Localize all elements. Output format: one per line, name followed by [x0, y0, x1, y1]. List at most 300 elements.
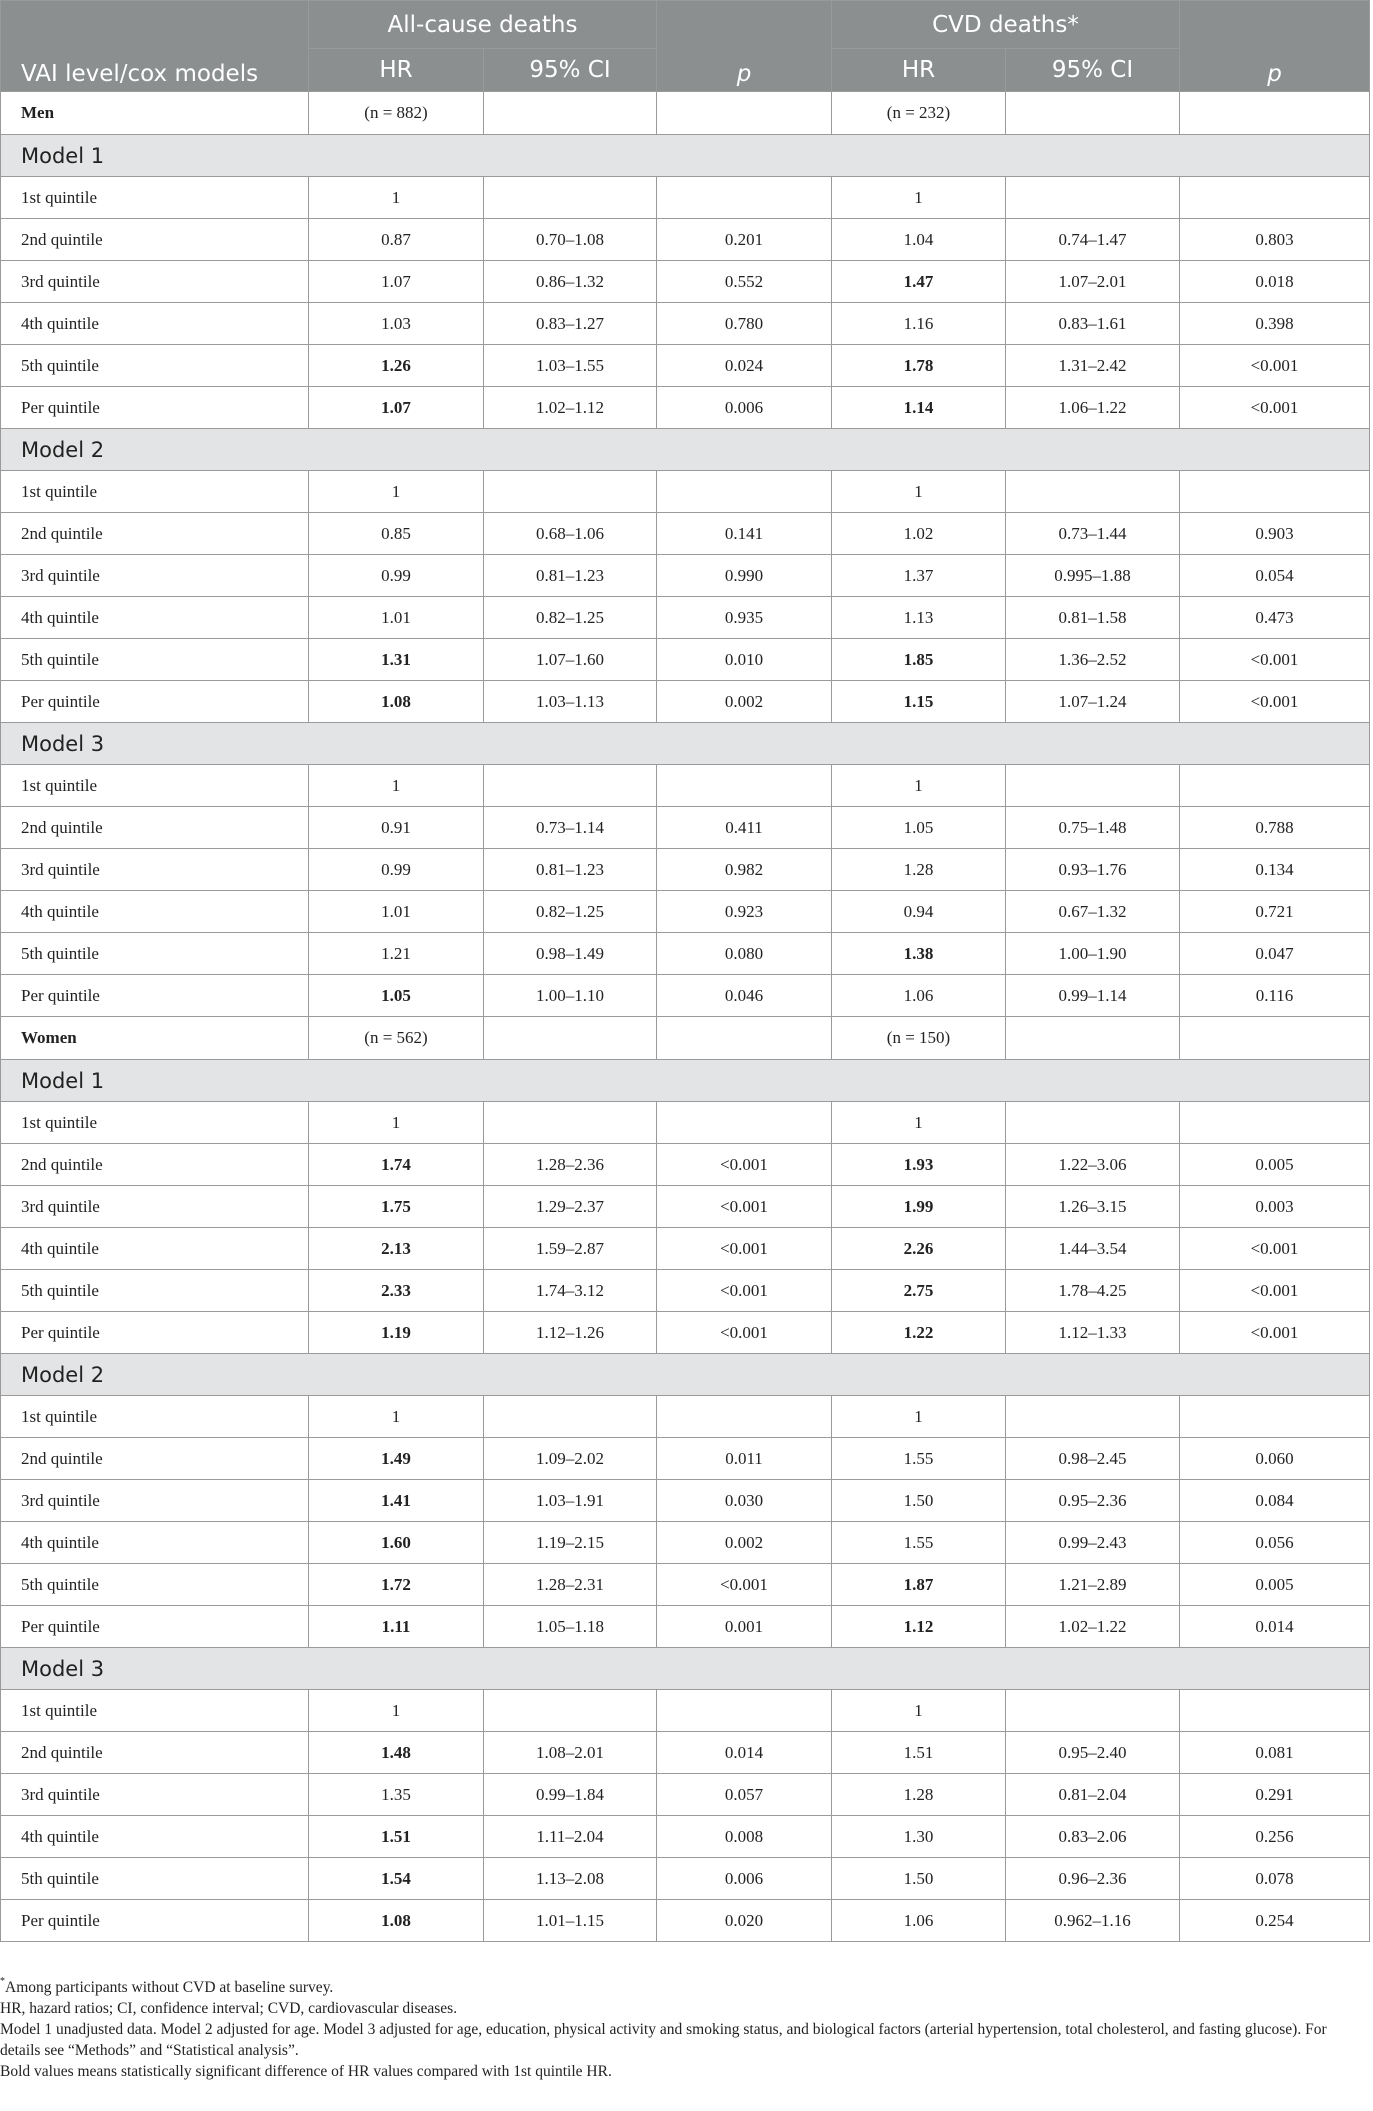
ci-cvd: 0.96–2.36: [1006, 1858, 1180, 1900]
ci-cvd: [1006, 1102, 1180, 1144]
hr-cvd: 1.12: [832, 1606, 1006, 1648]
ci-all-cause: 1.19–2.15: [484, 1522, 657, 1564]
p-cvd: 0.014: [1180, 1606, 1370, 1648]
hr-cvd: 1.37: [832, 555, 1006, 597]
ci-all-cause: [484, 177, 657, 219]
p-all-cause: 0.935: [657, 597, 832, 639]
quintile-label: 3rd quintile: [1, 555, 309, 597]
ci-cvd: 1.26–3.15: [1006, 1186, 1180, 1228]
p-all-cause: 0.923: [657, 891, 832, 933]
model-label: Model 1: [1, 135, 1370, 177]
ci-cvd: 1.36–2.52: [1006, 639, 1180, 681]
p-all-cause: 0.024: [657, 345, 832, 387]
ci-all-cause: 0.68–1.06: [484, 513, 657, 555]
quintile-label: 5th quintile: [1, 1564, 309, 1606]
ci-all-cause: 0.81–1.23: [484, 555, 657, 597]
p-all-cause: 0.001: [657, 1606, 832, 1648]
ci-cvd: [1006, 765, 1180, 807]
footnote-bold: Bold values means statistically significant difference of HR values compared with 1st quintile HR.: [0, 2063, 612, 2080]
hr-cvd: 1.05: [832, 807, 1006, 849]
quintile-label: Per quintile: [1, 1312, 309, 1354]
p-all-cause: [657, 177, 832, 219]
p-all-cause: <0.001: [657, 1270, 832, 1312]
table-row: [1, 765, 1370, 807]
p-all-cause: <0.001: [657, 1186, 832, 1228]
ci-cvd: 1.00–1.90: [1006, 933, 1180, 975]
table-row: [1, 849, 1370, 891]
p-cvd: 0.788: [1180, 807, 1370, 849]
model-label: Model 3: [1, 1648, 1370, 1690]
ci-cvd: [1006, 1396, 1180, 1438]
hr-all-cause: 1.41: [309, 1480, 484, 1522]
p-cvd: 0.018: [1180, 261, 1370, 303]
hr-all-cause: 1.05: [309, 975, 484, 1017]
table-row: [1, 1690, 1370, 1732]
hr-all-cause: 1.21: [309, 933, 484, 975]
hr-all-cause: 0.99: [309, 555, 484, 597]
p-all-cause: 0.030: [657, 1480, 832, 1522]
footnote-abbreviations: HR, hazard ratios; CI, confidence interval; CVD, cardiovascular diseases.: [0, 2000, 458, 2017]
ci-cvd: 0.83–2.06: [1006, 1816, 1180, 1858]
quintile-label: 1st quintile: [1, 1690, 309, 1732]
quintile-label: 3rd quintile: [1, 1480, 309, 1522]
p-cvd: 0.116: [1180, 975, 1370, 1017]
group-row-women: [1, 1017, 1370, 1060]
model-header-row: [1, 1648, 1370, 1690]
p-cvd: 0.056: [1180, 1522, 1370, 1564]
quintile-label: 5th quintile: [1, 1858, 309, 1900]
table-row: [1, 1522, 1370, 1564]
ci-cvd: 0.995–1.88: [1006, 555, 1180, 597]
empty-cell: [1180, 92, 1370, 135]
hr-cvd: 1.99: [832, 1186, 1006, 1228]
table-row: [1, 1900, 1370, 1942]
ci-all-cause: 1.01–1.15: [484, 1900, 657, 1942]
table-row: [1, 261, 1370, 303]
model-label: Model 2: [1, 429, 1370, 471]
ci-all-cause: 1.12–1.26: [484, 1312, 657, 1354]
hr-all-cause: 1.75: [309, 1186, 484, 1228]
p-cvd: 0.291: [1180, 1774, 1370, 1816]
p-cvd: 0.078: [1180, 1858, 1370, 1900]
model-label: Model 3: [1, 723, 1370, 765]
hr-cvd: 1.38: [832, 933, 1006, 975]
p-cvd: <0.001: [1180, 387, 1370, 429]
hr-all-cause: 1.07: [309, 387, 484, 429]
p-all-cause: 0.552: [657, 261, 832, 303]
table-row: [1, 555, 1370, 597]
p-all-cause: 0.201: [657, 219, 832, 261]
hr-cvd: 1.30: [832, 1816, 1006, 1858]
header-cvd-deaths: CVD deaths*: [832, 1, 1180, 49]
hr-cvd: 1.93: [832, 1144, 1006, 1186]
p-cvd: 0.803: [1180, 219, 1370, 261]
quintile-label: 1st quintile: [1, 1102, 309, 1144]
p-all-cause: [657, 765, 832, 807]
hr-cvd: 1: [832, 1690, 1006, 1732]
ci-all-cause: 0.70–1.08: [484, 219, 657, 261]
p-all-cause: [657, 1102, 832, 1144]
ci-cvd: 0.74–1.47: [1006, 219, 1180, 261]
model-header-row: [1, 429, 1370, 471]
ci-all-cause: [484, 1690, 657, 1732]
hr-all-cause: 1.72: [309, 1564, 484, 1606]
p-all-cause: 0.982: [657, 849, 832, 891]
hr-all-cause: 0.87: [309, 219, 484, 261]
p-cvd: 0.005: [1180, 1144, 1370, 1186]
ci-cvd: 0.95–2.40: [1006, 1732, 1180, 1774]
model-header-row: [1, 723, 1370, 765]
quintile-label: 5th quintile: [1, 639, 309, 681]
p-cvd: [1180, 471, 1370, 513]
hr-cvd: 1.02: [832, 513, 1006, 555]
table-header: [1, 1, 1370, 92]
empty-cell: [657, 92, 832, 135]
p-cvd: 0.398: [1180, 303, 1370, 345]
hr-all-cause: 1: [309, 1690, 484, 1732]
group-n-cvd: (n = 150): [832, 1017, 1006, 1060]
hr-cvd: 1.06: [832, 975, 1006, 1017]
hr-cvd: 1.06: [832, 1900, 1006, 1942]
ci-all-cause: 0.86–1.32: [484, 261, 657, 303]
table-footnotes: [0, 1977, 1370, 2082]
quintile-label: Per quintile: [1, 975, 309, 1017]
ci-all-cause: 0.82–1.25: [484, 597, 657, 639]
hr-all-cause: 1: [309, 471, 484, 513]
ci-all-cause: [484, 1396, 657, 1438]
quintile-label: Per quintile: [1, 387, 309, 429]
table-row: [1, 471, 1370, 513]
p-cvd: 0.060: [1180, 1438, 1370, 1480]
ci-cvd: 0.83–1.61: [1006, 303, 1180, 345]
ci-cvd: 1.78–4.25: [1006, 1270, 1180, 1312]
hr-cvd: 1.13: [832, 597, 1006, 639]
quintile-label: 5th quintile: [1, 933, 309, 975]
ci-all-cause: 0.83–1.27: [484, 303, 657, 345]
ci-cvd: 1.31–2.42: [1006, 345, 1180, 387]
empty-cell: [657, 1017, 832, 1060]
ci-all-cause: 1.07–1.60: [484, 639, 657, 681]
table-row: [1, 387, 1370, 429]
p-cvd: <0.001: [1180, 639, 1370, 681]
empty-cell: [484, 1017, 657, 1060]
hr-cvd: 1.55: [832, 1522, 1006, 1564]
ci-all-cause: 1.29–2.37: [484, 1186, 657, 1228]
table-row: [1, 597, 1370, 639]
p-all-cause: 0.057: [657, 1774, 832, 1816]
ci-cvd: 1.07–1.24: [1006, 681, 1180, 723]
ci-cvd: 0.962–1.16: [1006, 1900, 1180, 1942]
hr-cvd: 1.50: [832, 1480, 1006, 1522]
p-cvd: [1180, 1690, 1370, 1732]
empty-cell: [1006, 92, 1180, 135]
hr-all-cause: 1.26: [309, 345, 484, 387]
p-all-cause: 0.011: [657, 1438, 832, 1480]
p-all-cause: 0.014: [657, 1732, 832, 1774]
hr-cvd: 1.55: [832, 1438, 1006, 1480]
table-row: [1, 513, 1370, 555]
hr-all-cause: 1.01: [309, 891, 484, 933]
header-p-all: p: [657, 1, 832, 92]
model-label: Model 2: [1, 1354, 1370, 1396]
quintile-label: 5th quintile: [1, 345, 309, 387]
ci-cvd: 1.44–3.54: [1006, 1228, 1180, 1270]
p-cvd: 0.721: [1180, 891, 1370, 933]
table-row: [1, 891, 1370, 933]
p-all-cause: <0.001: [657, 1144, 832, 1186]
hr-cvd: 1.04: [832, 219, 1006, 261]
quintile-label: Per quintile: [1, 681, 309, 723]
p-cvd: <0.001: [1180, 345, 1370, 387]
table-row: [1, 639, 1370, 681]
ci-all-cause: 0.73–1.14: [484, 807, 657, 849]
hr-all-cause: 1: [309, 1102, 484, 1144]
hr-all-cause: 1.19: [309, 1312, 484, 1354]
ci-cvd: 1.21–2.89: [1006, 1564, 1180, 1606]
hr-all-cause: 1.48: [309, 1732, 484, 1774]
hr-all-cause: 1.03: [309, 303, 484, 345]
table-body: [1, 92, 1370, 1942]
table-row: [1, 681, 1370, 723]
p-cvd: 0.134: [1180, 849, 1370, 891]
ci-all-cause: 1.28–2.31: [484, 1564, 657, 1606]
empty-cell: [1180, 1017, 1370, 1060]
quintile-label: 3rd quintile: [1, 1774, 309, 1816]
quintile-label: 4th quintile: [1, 303, 309, 345]
header-all-cause-deaths: All-cause deaths: [309, 1, 657, 49]
p-all-cause: 0.008: [657, 1816, 832, 1858]
p-cvd: 0.903: [1180, 513, 1370, 555]
footnote-cvd: [0, 1977, 1370, 1998]
group-label: Men: [1, 92, 309, 135]
quintile-label: 3rd quintile: [1, 849, 309, 891]
ci-all-cause: [484, 1102, 657, 1144]
table-row: [1, 1732, 1370, 1774]
quintile-label: 2nd quintile: [1, 807, 309, 849]
table-row: [1, 1270, 1370, 1312]
hr-cvd: 1.28: [832, 1774, 1006, 1816]
table-row: [1, 1396, 1370, 1438]
ci-cvd: [1006, 177, 1180, 219]
hr-all-cause: 1.49: [309, 1438, 484, 1480]
ci-cvd: 0.95–2.36: [1006, 1480, 1180, 1522]
hr-all-cause: 1.74: [309, 1144, 484, 1186]
hr-all-cause: 1: [309, 765, 484, 807]
ci-cvd: 0.75–1.48: [1006, 807, 1180, 849]
p-cvd: 0.054: [1180, 555, 1370, 597]
p-cvd: <0.001: [1180, 1270, 1370, 1312]
p-cvd: 0.005: [1180, 1564, 1370, 1606]
group-n-cvd: (n = 232): [832, 92, 1006, 135]
p-all-cause: [657, 471, 832, 513]
p-cvd: [1180, 1102, 1370, 1144]
footnote-mark: *: [0, 1976, 5, 1987]
p-cvd: <0.001: [1180, 1312, 1370, 1354]
header-row-label: VAI level/cox models: [1, 1, 309, 92]
quintile-label: 4th quintile: [1, 597, 309, 639]
ci-all-cause: 1.28–2.36: [484, 1144, 657, 1186]
quintile-label: 4th quintile: [1, 1522, 309, 1564]
quintile-label: 1st quintile: [1, 177, 309, 219]
hr-cvd: 1.47: [832, 261, 1006, 303]
hr-all-cause: 1.54: [309, 1858, 484, 1900]
hr-all-cause: 1.51: [309, 1816, 484, 1858]
ci-all-cause: 1.08–2.01: [484, 1732, 657, 1774]
quintile-label: 2nd quintile: [1, 219, 309, 261]
footnote-cvd-text: Among participants without CVD at baseline survey.: [5, 1979, 334, 1996]
group-n-all: (n = 882): [309, 92, 484, 135]
p-cvd: 0.256: [1180, 1816, 1370, 1858]
table-row: [1, 1816, 1370, 1858]
hr-all-cause: 1.31: [309, 639, 484, 681]
table-row: [1, 1438, 1370, 1480]
ci-all-cause: 0.82–1.25: [484, 891, 657, 933]
table-row: [1, 807, 1370, 849]
p-all-cause: 0.780: [657, 303, 832, 345]
ci-cvd: 0.81–2.04: [1006, 1774, 1180, 1816]
table-row: [1, 1564, 1370, 1606]
table-row: [1, 975, 1370, 1017]
p-all-cause: 0.010: [657, 639, 832, 681]
p-cvd: [1180, 1396, 1370, 1438]
hr-cvd: 1.87: [832, 1564, 1006, 1606]
p-cvd: 0.084: [1180, 1480, 1370, 1522]
ci-all-cause: 1.05–1.18: [484, 1606, 657, 1648]
ci-all-cause: 1.09–2.02: [484, 1438, 657, 1480]
p-all-cause: [657, 1690, 832, 1732]
ci-all-cause: 1.03–1.55: [484, 345, 657, 387]
quintile-label: 1st quintile: [1, 765, 309, 807]
ci-cvd: 1.06–1.22: [1006, 387, 1180, 429]
ci-all-cause: 0.99–1.84: [484, 1774, 657, 1816]
quintile-label: Per quintile: [1, 1606, 309, 1648]
table-row: [1, 1102, 1370, 1144]
group-n-all: (n = 562): [309, 1017, 484, 1060]
header-ci-cvd: 95% CI: [1006, 49, 1180, 92]
ci-cvd: 1.12–1.33: [1006, 1312, 1180, 1354]
quintile-label: Per quintile: [1, 1900, 309, 1942]
ci-all-cause: [484, 471, 657, 513]
p-all-cause: <0.001: [657, 1228, 832, 1270]
quintile-label: 2nd quintile: [1, 513, 309, 555]
hr-cvd: 1.85: [832, 639, 1006, 681]
hr-cvd: 1.22: [832, 1312, 1006, 1354]
quintile-label: 4th quintile: [1, 891, 309, 933]
p-all-cause: 0.411: [657, 807, 832, 849]
table-row: [1, 1186, 1370, 1228]
header-ci-all: 95% CI: [484, 49, 657, 92]
footnote-models: Model 1 unadjusted data. Model 2 adjusted for age. Model 3 adjusted for age, education, physical activity and smoking status, and biological factors (arterial hypertension, total cholesterol, and fasting glucose). For details see “Methods” and “Statistical analysis”.: [0, 2021, 1327, 2059]
quintile-label: 4th quintile: [1, 1228, 309, 1270]
table-row: [1, 303, 1370, 345]
ci-all-cause: 1.59–2.87: [484, 1228, 657, 1270]
p-cvd: [1180, 765, 1370, 807]
hr-all-cause: 1.08: [309, 1900, 484, 1942]
table-row: [1, 1606, 1370, 1648]
hr-cvd: 1.51: [832, 1732, 1006, 1774]
hr-all-cause: 2.13: [309, 1228, 484, 1270]
ci-cvd: 0.98–2.45: [1006, 1438, 1180, 1480]
table-row: [1, 1228, 1370, 1270]
p-cvd: <0.001: [1180, 1228, 1370, 1270]
hr-all-cause: 1.60: [309, 1522, 484, 1564]
table-row: [1, 345, 1370, 387]
hr-cvd: 1: [832, 471, 1006, 513]
p-all-cause: 0.006: [657, 387, 832, 429]
p-all-cause: <0.001: [657, 1312, 832, 1354]
group-row-men: [1, 92, 1370, 135]
model-header-row: [1, 1060, 1370, 1102]
table-row: [1, 177, 1370, 219]
hr-cvd: 1.78: [832, 345, 1006, 387]
p-all-cause: 0.046: [657, 975, 832, 1017]
quintile-label: 2nd quintile: [1, 1144, 309, 1186]
model-header-row: [1, 135, 1370, 177]
ci-all-cause: 0.98–1.49: [484, 933, 657, 975]
ci-cvd: 1.02–1.22: [1006, 1606, 1180, 1648]
hr-all-cause: 1.11: [309, 1606, 484, 1648]
hr-cvd: 2.75: [832, 1270, 1006, 1312]
table-row: [1, 1312, 1370, 1354]
hr-cvd: 2.26: [832, 1228, 1006, 1270]
hr-all-cause: 0.85: [309, 513, 484, 555]
ci-all-cause: 1.00–1.10: [484, 975, 657, 1017]
table-row: [1, 933, 1370, 975]
table-row: [1, 219, 1370, 261]
empty-cell: [484, 92, 657, 135]
hr-all-cause: 0.91: [309, 807, 484, 849]
quintile-label: 1st quintile: [1, 1396, 309, 1438]
p-all-cause: <0.001: [657, 1564, 832, 1606]
hr-cvd: 1: [832, 1102, 1006, 1144]
ci-all-cause: 1.03–1.13: [484, 681, 657, 723]
ci-cvd: 1.07–2.01: [1006, 261, 1180, 303]
hr-cvd: 1: [832, 1396, 1006, 1438]
quintile-label: 3rd quintile: [1, 1186, 309, 1228]
ci-cvd: 1.22–3.06: [1006, 1144, 1180, 1186]
p-all-cause: 0.006: [657, 1858, 832, 1900]
hr-all-cause: 1: [309, 177, 484, 219]
ci-cvd: 0.99–1.14: [1006, 975, 1180, 1017]
ci-cvd: 0.93–1.76: [1006, 849, 1180, 891]
p-cvd: 0.047: [1180, 933, 1370, 975]
quintile-label: 4th quintile: [1, 1816, 309, 1858]
hr-cvd: 0.94: [832, 891, 1006, 933]
p-all-cause: 0.141: [657, 513, 832, 555]
ci-cvd: 0.67–1.32: [1006, 891, 1180, 933]
table-row: [1, 1858, 1370, 1900]
p-all-cause: 0.002: [657, 681, 832, 723]
hr-all-cause: 1.07: [309, 261, 484, 303]
ci-cvd: 0.99–2.43: [1006, 1522, 1180, 1564]
ci-all-cause: 1.11–2.04: [484, 1816, 657, 1858]
table-row: [1, 1144, 1370, 1186]
ci-cvd: [1006, 1690, 1180, 1732]
model-header-row: [1, 1354, 1370, 1396]
empty-cell: [1006, 1017, 1180, 1060]
p-cvd: <0.001: [1180, 681, 1370, 723]
hr-all-cause: 1: [309, 1396, 484, 1438]
hr-cvd: 1.15: [832, 681, 1006, 723]
hr-all-cause: 1.35: [309, 1774, 484, 1816]
ci-all-cause: 1.02–1.12: [484, 387, 657, 429]
hr-all-cause: 1.08: [309, 681, 484, 723]
header-p-cvd: p: [1180, 1, 1370, 92]
p-cvd: 0.254: [1180, 1900, 1370, 1942]
ci-all-cause: 1.74–3.12: [484, 1270, 657, 1312]
p-all-cause: [657, 1396, 832, 1438]
ci-cvd: 0.73–1.44: [1006, 513, 1180, 555]
